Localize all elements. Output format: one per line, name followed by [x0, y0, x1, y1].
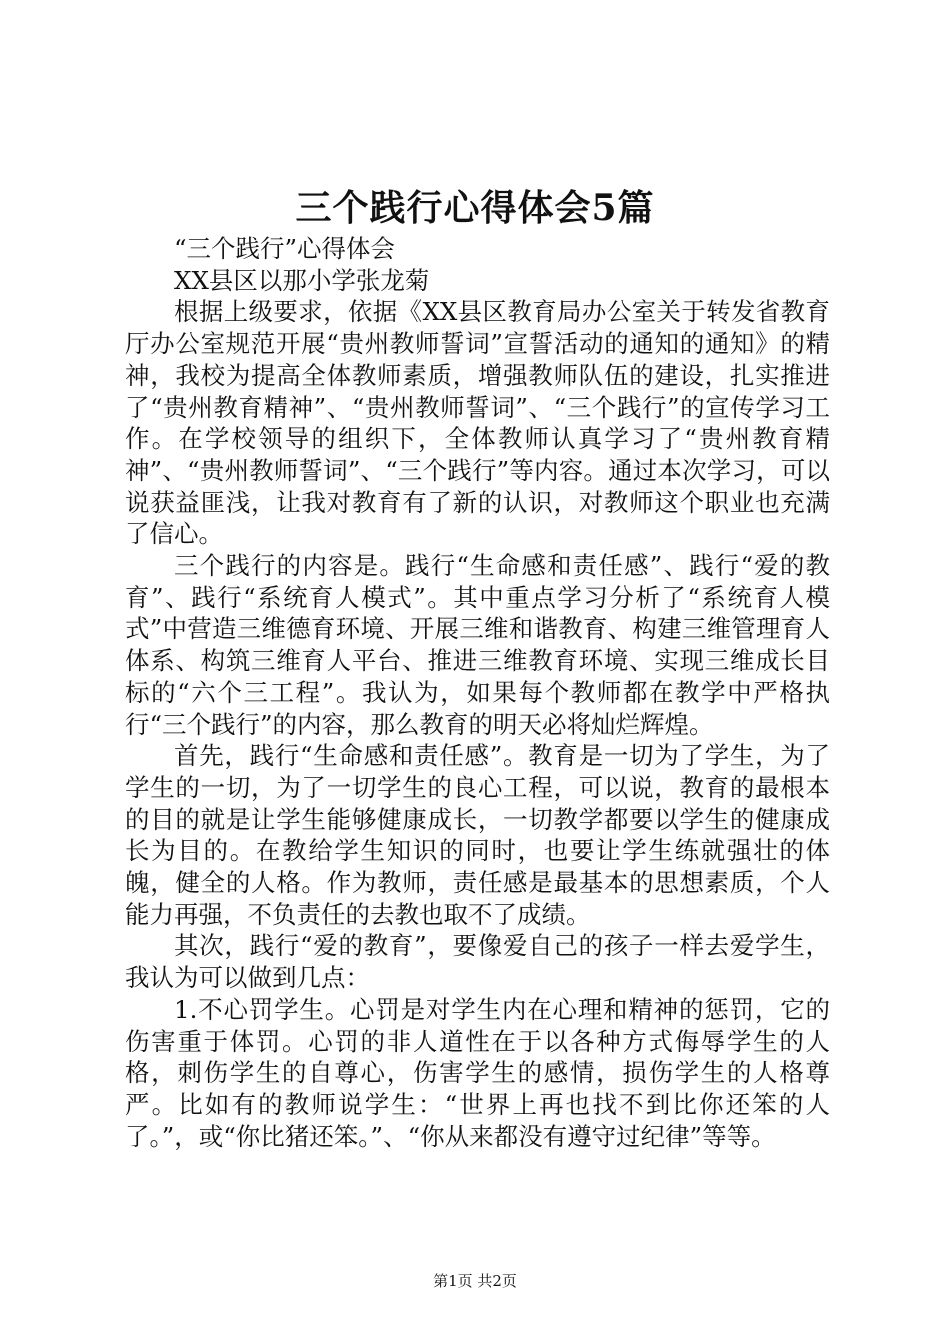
paragraph: 其次，践行“爱的教育”，要像爱自己的孩子一样去爱学生，我认为可以做到几点： — [125, 931, 830, 993]
paragraph: 三个践行的内容是。践行“生命感和责任感”、践行“爱的教育”、践行“系统育人模式”。其中重点学习分析了“系统育人模式”中营造三维德育环境、开展三维和谐教育、构建三维管理育人体系、构筑三维育人平台、推进三维教育环境、实现三维成长目标的“六个三工程”。我认为，如果每个教师都在教学中严格执行“三个践行”的内容，那么教育的明天必将灿烂辉煌。 — [125, 551, 830, 739]
paragraph-author: XX县区以那小学张龙菊 — [174, 265, 430, 295]
document-title: 三个践行心得体会5篇 — [295, 187, 655, 229]
paragraph-heading: “三个践行”心得体会 — [174, 234, 396, 263]
paragraph: 根据上级要求，依据《XX县区教育局办公室关于转发省教育厅办公室规范开展“贵州教师誓词”宣誓活动的通知的通知》的精神，我校为提高全体教师素质，增强教师队伍的建设，扎实推进了“贵州教育精神”、“贵州教师誓词”、“三个践行”的宣传学习工作。在学校领导的组织下，全体教师认真学习了“贵州教育精神”、“贵州教师誓词”、“三个践行”等内容。通过本次学习，可以说获益匪浅，让我对教育有了新的认识，对教师这个职业也充满了信心。 — [125, 297, 830, 549]
document-body — [125, 233, 830, 1152]
paragraph: 1.不心罚学生。心罚是对学生内在心理和精神的惩罚，它的伤害重于体罚。心罚的非人道性在于以各种方式侮辱学生的人格，刺伤学生的自尊心，伤害学生的感情，损伤学生的人格尊严。比如有的教师说学生：“世界上再也找不到比你还笨的人了。”，或“你比猪还笨。”、“你从来都没有遵守过纪律”等等。 — [125, 994, 830, 1151]
page-footer: 第1页 共2页 — [433, 1272, 517, 1290]
paragraph: 首先，践行“生命感和责任感”。教育是一切为了学生，为了学生的一切，为了一切学生的良心工程，可以说，教育的最根本的目的就是让学生能够健康成长，一切教学都要以学生的健康成长为目的。在教给学生知识的同时，也要让学生练就强壮的体魄，健全的人格。作为教师，责任感是最基本的思想素质，个人能力再强，不负责任的去教也取不了成绩。 — [125, 741, 830, 929]
